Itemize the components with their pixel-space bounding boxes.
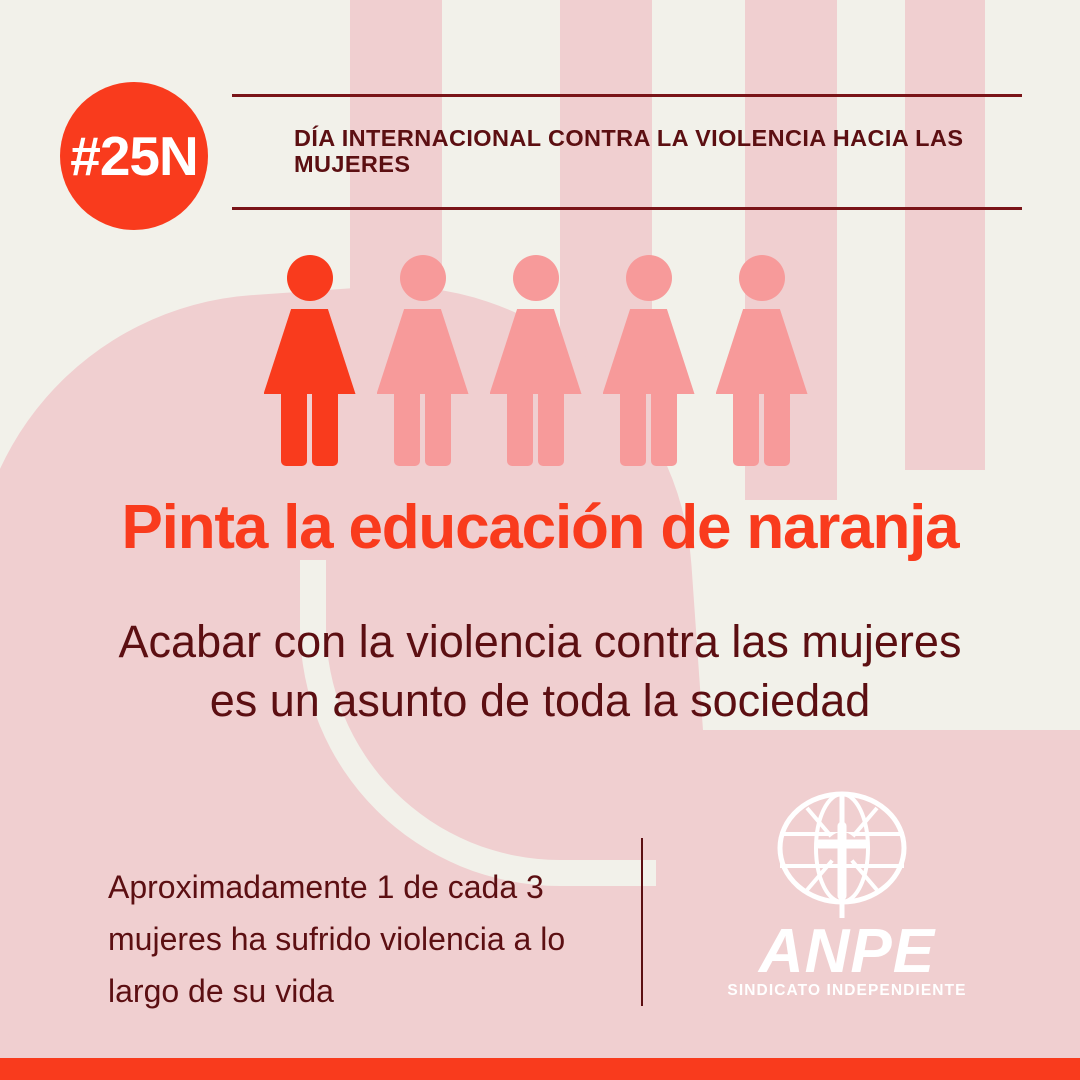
woman-icon-leg <box>312 394 338 466</box>
statistic-text: Aproximadamente 1 de cada 3 mujeres ha sufrido violencia a lo largo de su vida <box>108 869 566 1009</box>
woman-icon-leg <box>764 394 790 466</box>
woman-icon-leg <box>507 394 533 466</box>
background-band <box>905 0 985 470</box>
subheadline: Acabar con la violencia contra las mujeres es un asunto de toda la sociedad <box>118 616 962 727</box>
woman-icon-head <box>739 255 785 301</box>
woman-icon <box>601 255 696 470</box>
globe-icon <box>767 786 917 926</box>
woman-icon-body <box>264 309 356 394</box>
woman-icon <box>375 255 470 470</box>
woman-icon-leg <box>620 394 646 466</box>
vertical-divider <box>641 838 643 1006</box>
bottom-accent-bar <box>0 1058 1080 1080</box>
woman-icon <box>714 255 809 470</box>
header-title: DÍA INTERNACIONAL CONTRA LA VIOLENCIA HACIA LAS MUJERES <box>294 125 964 177</box>
woman-icon-leg <box>538 394 564 466</box>
logo-tagline: SINDICATO INDEPENDIENTE <box>727 982 967 999</box>
logo-name: ANPE <box>758 917 936 986</box>
headline: Pinta la educación de naranja <box>121 493 959 562</box>
woman-icon-leg <box>733 394 759 466</box>
header-rule-frame <box>232 94 1022 210</box>
woman-icon-body <box>603 309 695 394</box>
woman-icon-leg <box>425 394 451 466</box>
woman-icon-body <box>377 309 469 394</box>
woman-icon-head <box>287 255 333 301</box>
woman-icon-head <box>400 255 446 301</box>
anpe-logo <box>712 786 982 1006</box>
woman-icon-head <box>513 255 559 301</box>
woman-icon-leg <box>281 394 307 466</box>
hashtag-badge: #25N <box>60 82 208 230</box>
woman-icon-leg <box>651 394 677 466</box>
header <box>60 82 1020 222</box>
woman-icon <box>488 255 583 470</box>
woman-icon-leg <box>394 394 420 466</box>
figure-row <box>262 255 822 470</box>
woman-icon-body <box>716 309 808 394</box>
woman-icon-highlighted <box>262 255 357 470</box>
woman-icon-body <box>490 309 582 394</box>
woman-icon-head <box>626 255 672 301</box>
